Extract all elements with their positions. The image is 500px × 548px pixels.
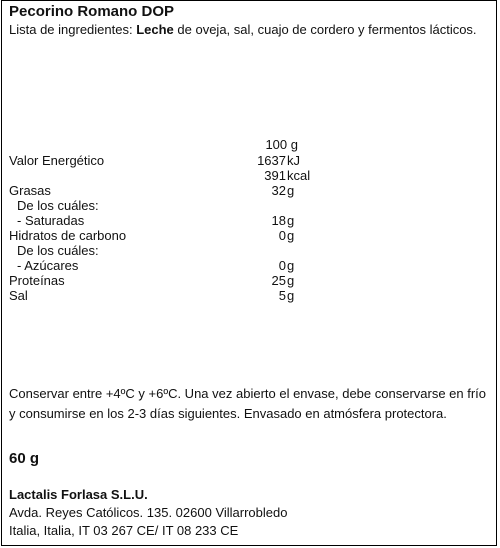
company-address-line1: Avda. Reyes Católicos. 135. 02600 Villarrobledo	[9, 505, 288, 520]
nutrition-row-unit: g	[287, 258, 295, 273]
ingredients-rest: de oveja, sal, cuajo de cordero y fermentos lácticos.	[173, 22, 477, 37]
nutrition-row-label: - Azúcares	[17, 258, 79, 273]
nutrition-row-label: De los cuáles:	[17, 243, 99, 258]
nutrition-row-unit: g	[287, 228, 295, 243]
company-name: Lactalis Forlasa S.L.U.	[9, 487, 148, 502]
nutrition-row-value: 18	[271, 213, 286, 228]
nutrition-row-unit: g	[287, 213, 295, 228]
nutrition-row-unit: g	[287, 273, 295, 288]
nutrition-row-unit: g	[287, 183, 295, 198]
company-address-line2: Italia, Italia, IT 03 267 CE/ IT 08 233 CE	[9, 523, 239, 538]
nutrition-row-unit: g	[287, 288, 295, 303]
nutrition-row-value: 1637	[257, 153, 286, 168]
ingredients-prefix: Lista de ingredientes:	[9, 22, 137, 37]
nutrition-row-unit: kcal	[287, 168, 311, 183]
nutrition-row-label: De los cuáles:	[17, 198, 99, 213]
ingredients-allergen: Leche	[136, 22, 174, 37]
nutrition-row-label: Grasas	[9, 183, 51, 198]
nutrition-row-label: Hidratos de carbono	[9, 228, 127, 243]
nutrition-row-value: 5	[278, 288, 286, 303]
nutrition-header: 100 g	[265, 137, 298, 152]
product-title: Pecorino Romano DOP	[9, 3, 175, 20]
storage-instructions: Conservar entre +4ºC y +6ºC. Una vez abierto el envase, debe conservarse en frío y consumirse en los 2-3 días siguientes. Envasado en atmósfera protectora.	[9, 386, 487, 421]
ingredients-list	[9, 21, 479, 38]
nutrition-row-label: Valor Energético	[9, 153, 105, 168]
nutrition-row-unit: kJ	[287, 153, 300, 168]
nutrition-row-value: 391	[264, 168, 286, 183]
net-weight: 60 g	[9, 450, 40, 467]
nutrition-row-label: Proteínas	[9, 273, 65, 288]
nutrition-row-value: 0	[278, 258, 286, 273]
nutrition-row-value: 25	[271, 273, 286, 288]
nutrition-row-value: 32	[271, 183, 286, 198]
nutrition-row-label: - Saturadas	[17, 213, 85, 228]
nutrition-row-label: Sal	[9, 288, 28, 303]
nutrition-row-value: 0	[278, 228, 286, 243]
